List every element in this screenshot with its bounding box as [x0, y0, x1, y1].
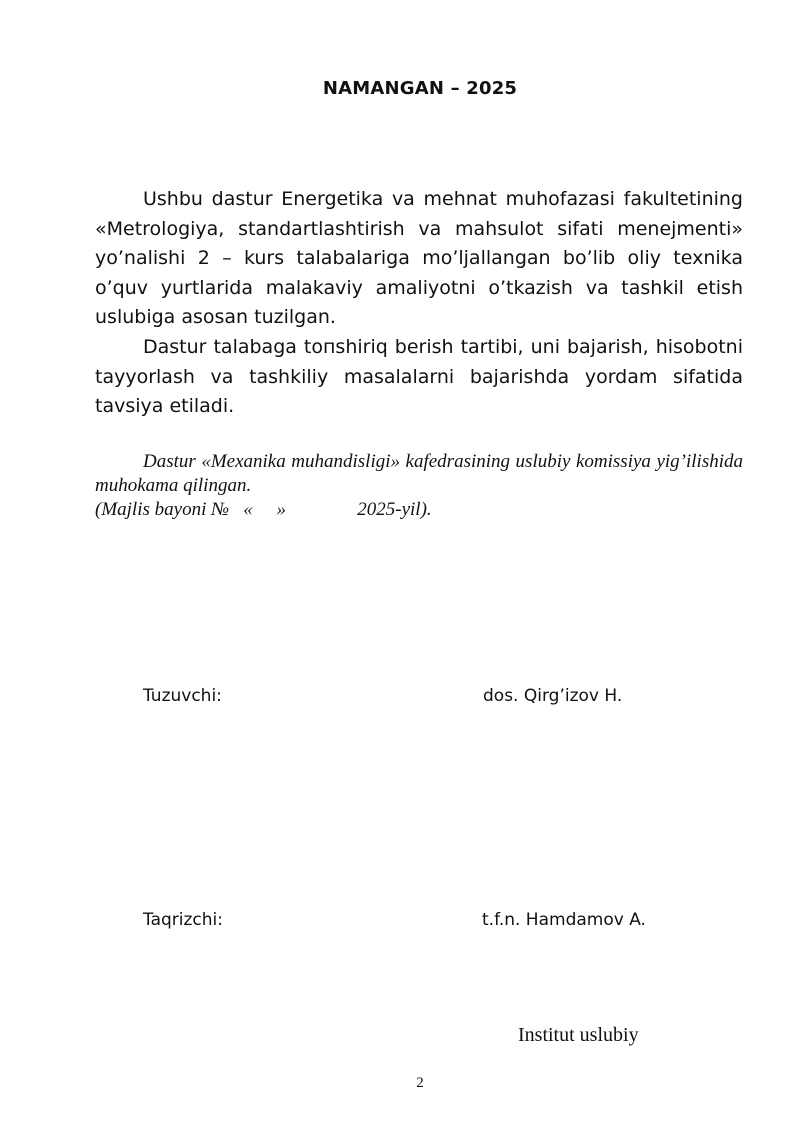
reviewer-label: Taqrizchi:: [143, 910, 223, 930]
paragraph-program-basis: Ushbu dastur Energetika va mehnat muhofazasi fakultetining «Metrologiya, standartlashtirish va mahsulot sifati menejmenti» yo’nalishi 2 – kurs talabalariga mo’ljallangan bo’lib oliy texnika o’quv yurtlarida malakaviy amaliyotni o’tkazish va tashkil etish uslubiga asosan tuzilgan.: [95, 188, 743, 328]
approval-note-text: Dastur «Mexanika muhandisligi» kafedrasining uslubiy komissiya yig’ilishida muhokama qilingan.: [95, 451, 743, 496]
institute-text: Institut uslubiy: [518, 1024, 639, 1046]
compiler-name: dos. Qirg’izov H.: [483, 686, 623, 706]
recommendation-paragraph-block: [95, 333, 743, 422]
intro-paragraph: [95, 185, 743, 333]
reviewer-name: t.f.n. Hamdamov A.: [482, 910, 646, 930]
page-number: 2: [416, 1075, 424, 1091]
meeting-minutes-line: (Majlis bayoni № « » 2025-yil).: [95, 499, 432, 520]
compiler-label: Tuzuvchi:: [143, 686, 222, 706]
document-heading: NAMANGAN – 2025: [322, 78, 518, 99]
paragraph-recommendation: Dastur talabaga toпshiriq berish tartibi, uni bajarish, hisobotni tayyorlash va tashkiliy masalalarni bajarishda yordam sifatida tavsiya etiladi.: [95, 336, 743, 417]
approval-note: [95, 450, 743, 522]
